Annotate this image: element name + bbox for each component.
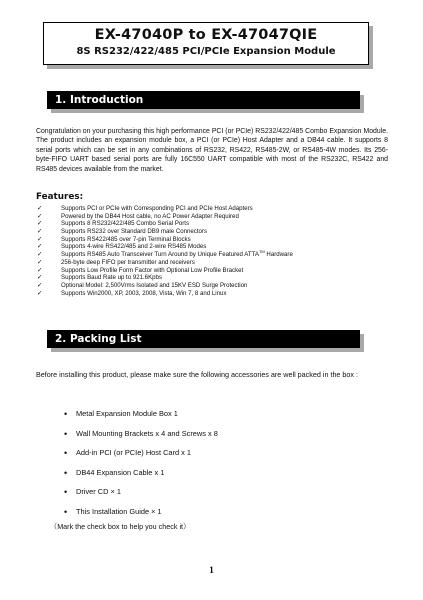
checkmark-icon: ✓	[37, 212, 43, 220]
feature-text-suffix: Hardware	[264, 251, 293, 259]
feature-text: Supports 4-wire RS422/485 and 2-wire RS485 Modes	[61, 243, 207, 251]
feature-text: Supports RS485 Auto Transceiver Turn Around by Unique Featured ATTA	[61, 251, 259, 259]
feature-item	[36, 251, 388, 259]
section-heading-packing-list	[47, 330, 360, 348]
checkmark-icon: ✓	[37, 281, 43, 289]
checkmark-icon: ✓	[37, 266, 43, 274]
title-box	[43, 22, 369, 65]
packing-item	[36, 447, 376, 467]
checkmark-icon: ✓	[37, 228, 43, 236]
packing-list	[36, 408, 376, 526]
feature-item	[36, 213, 388, 221]
checkmark-icon: ✓	[37, 274, 43, 282]
feature-text: Supports 8 RS232/422/485 Combo Serial Ports	[61, 220, 190, 228]
feature-text: Supports PCI or PCIe with Corresponding PCI and PCIe Host Adapters	[61, 205, 253, 212]
bullet-icon: •	[64, 428, 68, 439]
feature-item	[36, 290, 388, 298]
feature-item	[36, 259, 388, 267]
bullet-icon: •	[64, 448, 68, 459]
feature-item	[36, 243, 388, 251]
checkmark-icon: ✓	[37, 251, 43, 259]
page-title: EX-47040P to EX-47047QIE	[94, 27, 318, 43]
packing-item-text: DB44 Expansion Cable x 1	[76, 467, 165, 477]
page-subtitle: 8S RS232/422/485 PCI/PCIe Expansion Module	[76, 46, 336, 57]
packing-item-text: Driver CD × 1	[76, 487, 121, 497]
checkmark-icon: ✓	[37, 243, 43, 251]
checkmark-icon: ✓	[37, 258, 43, 266]
bullet-icon: •	[64, 467, 68, 478]
packing-intro: Before installing this product, please make sure the following accessories are well packed in the box :	[36, 370, 359, 379]
feature-text: Supports Low Profile Form Factor with Optional Low Profile Bracket	[61, 266, 244, 274]
packing-item	[36, 486, 376, 506]
feature-text: Supports Baud Rate up to 921.6Kpbs	[61, 274, 162, 282]
packing-item-text: Metal Expansion Module Box 1	[76, 409, 178, 418]
feature-item	[36, 228, 388, 236]
features-list	[36, 205, 388, 297]
checkmark-icon: ✓	[37, 220, 43, 228]
bullet-icon: •	[64, 487, 68, 498]
feature-text: Optional Model: 2,500Vrms Isolated and 15KV ESD Surge Protection	[61, 281, 248, 289]
feature-item	[36, 205, 388, 213]
checkmark-icon: ✓	[37, 205, 43, 212]
section-heading-introduction	[47, 91, 360, 109]
feature-item	[36, 282, 388, 290]
packing-item	[36, 428, 376, 448]
feature-item	[36, 236, 388, 244]
feature-item	[36, 267, 388, 275]
feature-text: Supports RS232 over Standard DB9 male Connectors	[61, 228, 207, 236]
packing-item-text: Wall Mounting Brackets x 4 and Screws x 8	[76, 428, 218, 438]
bullet-icon: •	[64, 409, 68, 419]
packing-note: （Mark the check box to help you check it）	[50, 522, 191, 531]
checkmark-icon: ✓	[37, 235, 43, 243]
feature-text: Supports RS422/485 over 7-pin Terminal Blocks	[61, 235, 191, 243]
feature-item	[36, 274, 388, 282]
packing-item-text: Add-in PCI (or PCIe) Host Card x 1	[76, 448, 192, 458]
feature-text: Powered by the DB44 Host cable, no AC Power Adapter Required	[61, 212, 239, 220]
packing-item-text: This Installation Guide × 1	[76, 506, 162, 516]
feature-text: 256-byte deep FIFO per transmitter and receivers	[61, 258, 195, 266]
intro-paragraph: Congratulation on your purchasing this high performance PCI (or PCIe) RS232/422/485 Combo Expansion Module. The product includes an expansion module box, a PCI (or PCIe) Host Adapter and a DB44 cable. It supports 8 serial ports which can be set in any combinations of RS232, RS422, RS485-2W, or RS485-4W modes. Its 256-byte-FIFO UART based serial ports are fully 16C550 UART compatible with most of the RS232C, RS422 and RS485 devices available from the market.	[36, 128, 388, 173]
trademark-mark: TM	[258, 249, 265, 255]
page-number: 1	[209, 566, 214, 576]
feature-text: Supports Win2000, XP, 2003, 2008, Vista, Win 7, 8 and Linux	[61, 289, 227, 297]
features-heading: Features:	[36, 192, 84, 202]
packing-item	[36, 467, 376, 487]
section-heading-label: 2. Packing List	[55, 333, 142, 345]
bullet-icon: •	[64, 506, 68, 517]
feature-item	[36, 220, 388, 228]
section-heading-label: 1. Introduction	[55, 94, 144, 106]
checkmark-icon: ✓	[37, 289, 43, 297]
packing-item	[36, 408, 376, 428]
